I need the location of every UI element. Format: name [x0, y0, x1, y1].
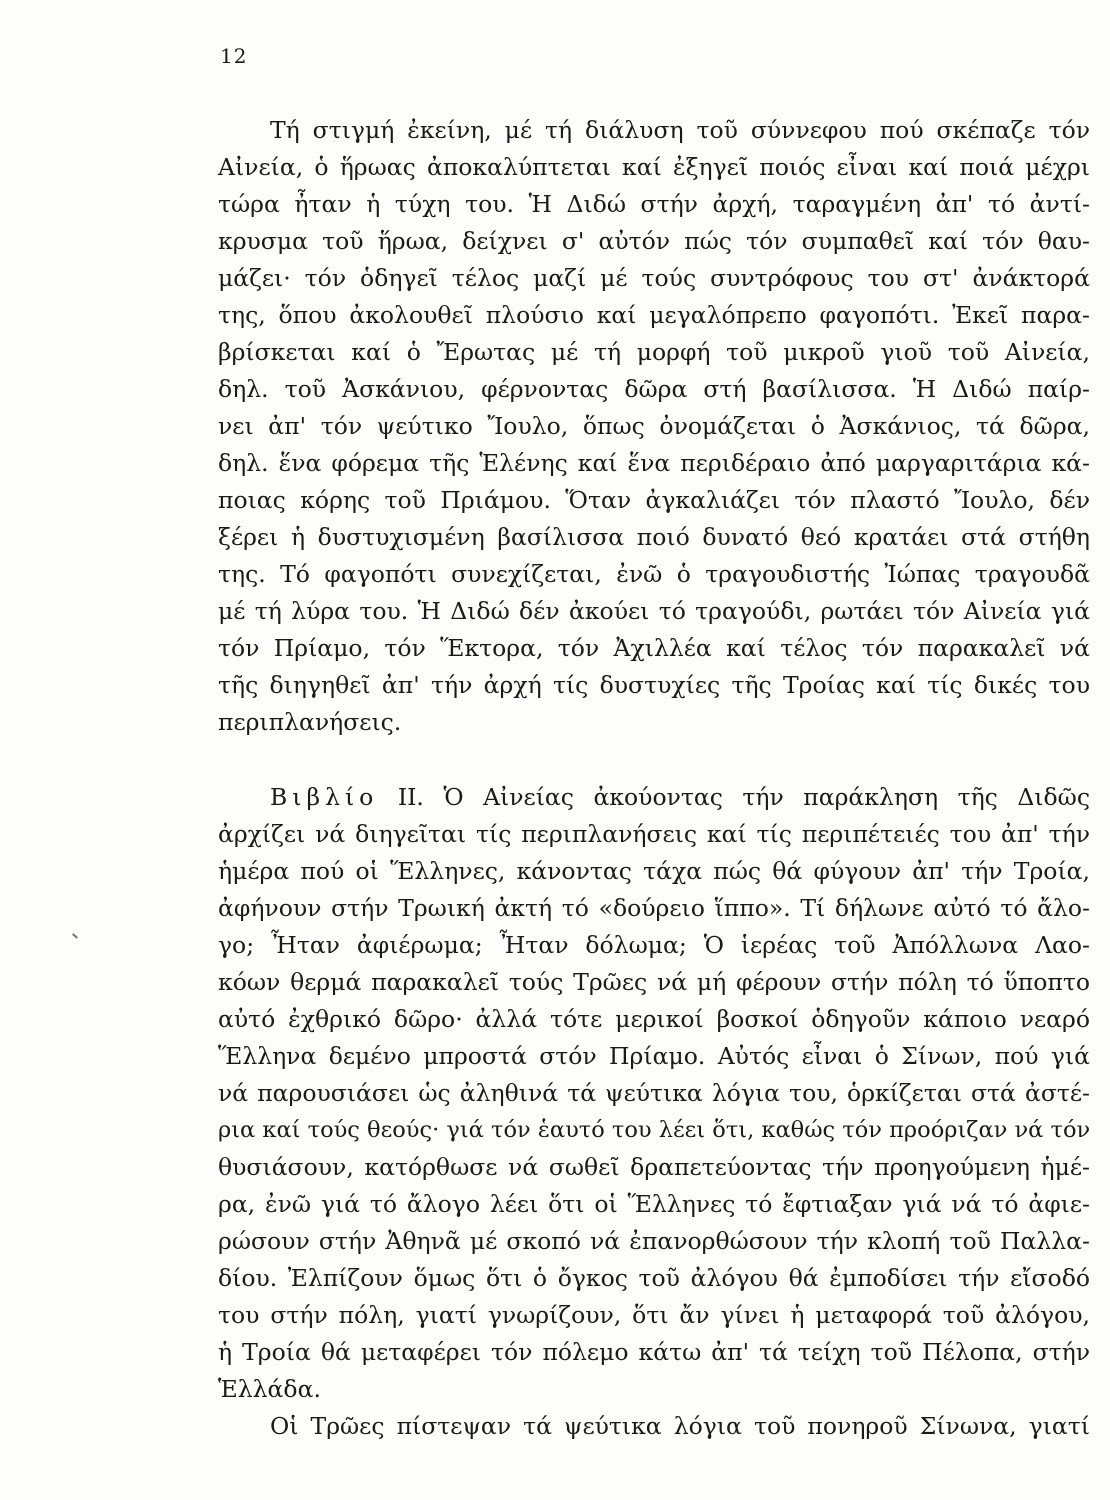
book-heading-rest: ΙΙ. Ὁ Αἰνείας ἀκούοντας τήν παράκληση τῆς Διδῶς — [378, 783, 1090, 811]
text-line: ἀφήνουν στήν Τρωική ἀκτή τό «δούρειο ἵππο». Τί δήλωνε αὐτό τό ἄλο- — [218, 894, 1090, 922]
margin-mark — [72, 933, 78, 938]
text-line: τώρα ἦταν ἡ τύχη του. Ἡ Διδώ στήν ἀρχή, ταραγμένη ἀπ' τό ἀντί- — [218, 190, 1090, 218]
text-line: κόων θερμά παρακαλεῖ τούς Τρῶες νά μή φέρουν στήν πόλη τό ὕποπτο — [218, 968, 1090, 996]
text-line: μέ τή λύρα του. Ἡ Διδώ δέν ἀκούει τό τραγούδι, ρωτάει τόν Αἰνεία γιά — [218, 597, 1090, 625]
text-line: γο; Ἦταν ἀφιέρωμα; Ἦταν δόλωμα; Ὁ ἱερέας τοῦ Ἀπόλλωνα Λαο- — [218, 931, 1090, 959]
text-line: ρώσουν στήν Ἀθηνᾶ μέ σκοπό νά ἐπανορθώσουν τήν κλοπή τοῦ Παλλα- — [218, 1227, 1090, 1255]
text-line: ἡ Τροία θά μεταφέρει τόν πόλεμο κάτω ἀπ' τά τείχη τοῦ Πέλοπα, στήν — [218, 1338, 1090, 1366]
text-line: της, ὅπου ἀκολουθεῖ πλούσιο καί μεγαλόπρεπο φαγοπότι. Ἐκεῖ παρα- — [218, 301, 1090, 329]
text-line: τῆς διηγηθεῖ ἀπ' τήν ἀρχή τίς δυστυχίες τῆς Τροίας καί τίς δικές του — [218, 671, 1090, 699]
paragraph-gap — [218, 741, 1090, 779]
text-line: ἡμέρα πού οἱ Ἕλληνες, κάνοντας τάχα πώς θά φύγουν ἀπ' τήν Τροία, — [218, 857, 1090, 885]
text-line: δηλ. τοῦ Ἀσκάνιου, φέρνοντας δῶρα στή βασίλισσα. Ἡ Διδώ παίρ- — [218, 375, 1090, 403]
text-line: Οἱ Τρῶες πίστεψαν τά ψεύτικα λόγια τοῦ πονηροῦ Σίνωνα, γιατί — [270, 1412, 1090, 1440]
text-line: δίου. Ἐλπίζουν ὅμως ὅτι ὁ ὄγκος τοῦ ἀλόγου θά ἐμποδίσει τήν εἴσοδό — [218, 1264, 1090, 1292]
text-line: θυσιάσουν, κατόρθωσε νά σωθεῖ δραπετεύοντας τήν προηγούμενη ἡμέ- — [218, 1153, 1090, 1181]
text-line: ποιας κόρης τοῦ Πριάμου. Ὅταν ἀγκαλιάζει τόν πλαστό Ἴουλο, δέν — [218, 486, 1090, 514]
text-line: του στήν πόλη, γιατί γνωρίζουν, ὅτι ἄν γίνει ἡ μεταφορά τοῦ ἀλόγου, — [218, 1301, 1090, 1329]
text-line: δηλ. ἕνα φόρεμα τῆς Ἑλένης καί ἕνα περιδέραιο ἀπό μαργαριτάρια κά- — [218, 449, 1090, 477]
text-line: Ἑλλάδα. — [218, 1375, 321, 1403]
text-line: νά παρουσιάσει ὡς ἀληθινά τά ψεύτικα λόγια του, ὁρκίζεται στά ἀστέ- — [218, 1079, 1090, 1107]
text-line: ρια καί τούς θεούς· γιά τόν ἑαυτό του λέει ὅτι, καθώς τόν προόριζαν νά τόν — [218, 1117, 1091, 1143]
book-heading-line — [218, 779, 1090, 816]
text-line: κρυσμα τοῦ ἥρωα, δείχνει σ' αὐτόν πώς τόν συμπαθεῖ καί τόν θαυ- — [218, 227, 1090, 255]
body-text — [218, 112, 1090, 1445]
page-number: 12 — [220, 44, 248, 68]
text-line: ἀρχίζει νά διηγεῖται τίς περιπλανήσεις καί τίς περιπέτειές του ἀπ' τήν — [218, 820, 1090, 848]
text-line: μάζει· τόν ὁδηγεῖ τέλος μαζί μέ τούς συντρόφους του στ' ἀνάκτορά — [218, 264, 1090, 292]
book-label: Βιβλίο — [270, 783, 379, 811]
text-line: Αἰνεία, ὁ ἥρωας ἀποκαλύπτεται καί ἐξηγεῖ ποιός εἶναι καί ποιά μέχρι — [218, 153, 1090, 181]
text-line: τόν Πρίαμο, τόν Ἕκτορα, τόν Ἀχιλλέα καί τέλος τόν παρακαλεῖ νά — [218, 634, 1090, 662]
text-line: ρα, ἐνῶ γιά τό ἄλογο λέει ὅτι οἱ Ἕλληνες τό ἔφτιαξαν γιά νά τό ἀφιε- — [218, 1190, 1090, 1218]
text-line: Ἕλληνα δεμένο μπροστά στόν Πρίαμο. Αὐτός εἶναι ὁ Σίνων, πού γιά — [218, 1042, 1090, 1070]
text-line: περιπλανήσεις. — [218, 708, 402, 736]
text-line: νει ἀπ' τόν ψεύτικο Ἴουλο, ὅπως ὀνομάζεται ὁ Ἀσκάνιος, τά δῶρα, — [218, 412, 1090, 440]
text-line: βρίσκεται καί ὁ Ἔρωτας μέ τή μορφή τοῦ μικροῦ γιοῦ τοῦ Αἰνεία, — [218, 338, 1090, 366]
text-line: Τή στιγμή ἐκείνη, μέ τή διάλυση τοῦ σύννεφου πού σκέπαζε τόν — [270, 116, 1090, 144]
text-line: της. Τό φαγοπότι συνεχίζεται, ἐνῶ ὁ τραγουδιστής Ἰώπας τραγουδᾶ — [218, 560, 1090, 588]
text-line: αὐτό ἐχθρικό δῶρο· ἀλλά τότε μερικοί βοσκοί ὁδηγοῦν κάποιο νεαρό — [218, 1005, 1090, 1033]
text-line: ξέρει ἡ δυστυχισμένη βασίλισσα ποιό δυνατό θεό κρατάει στά στήθη — [218, 523, 1090, 551]
